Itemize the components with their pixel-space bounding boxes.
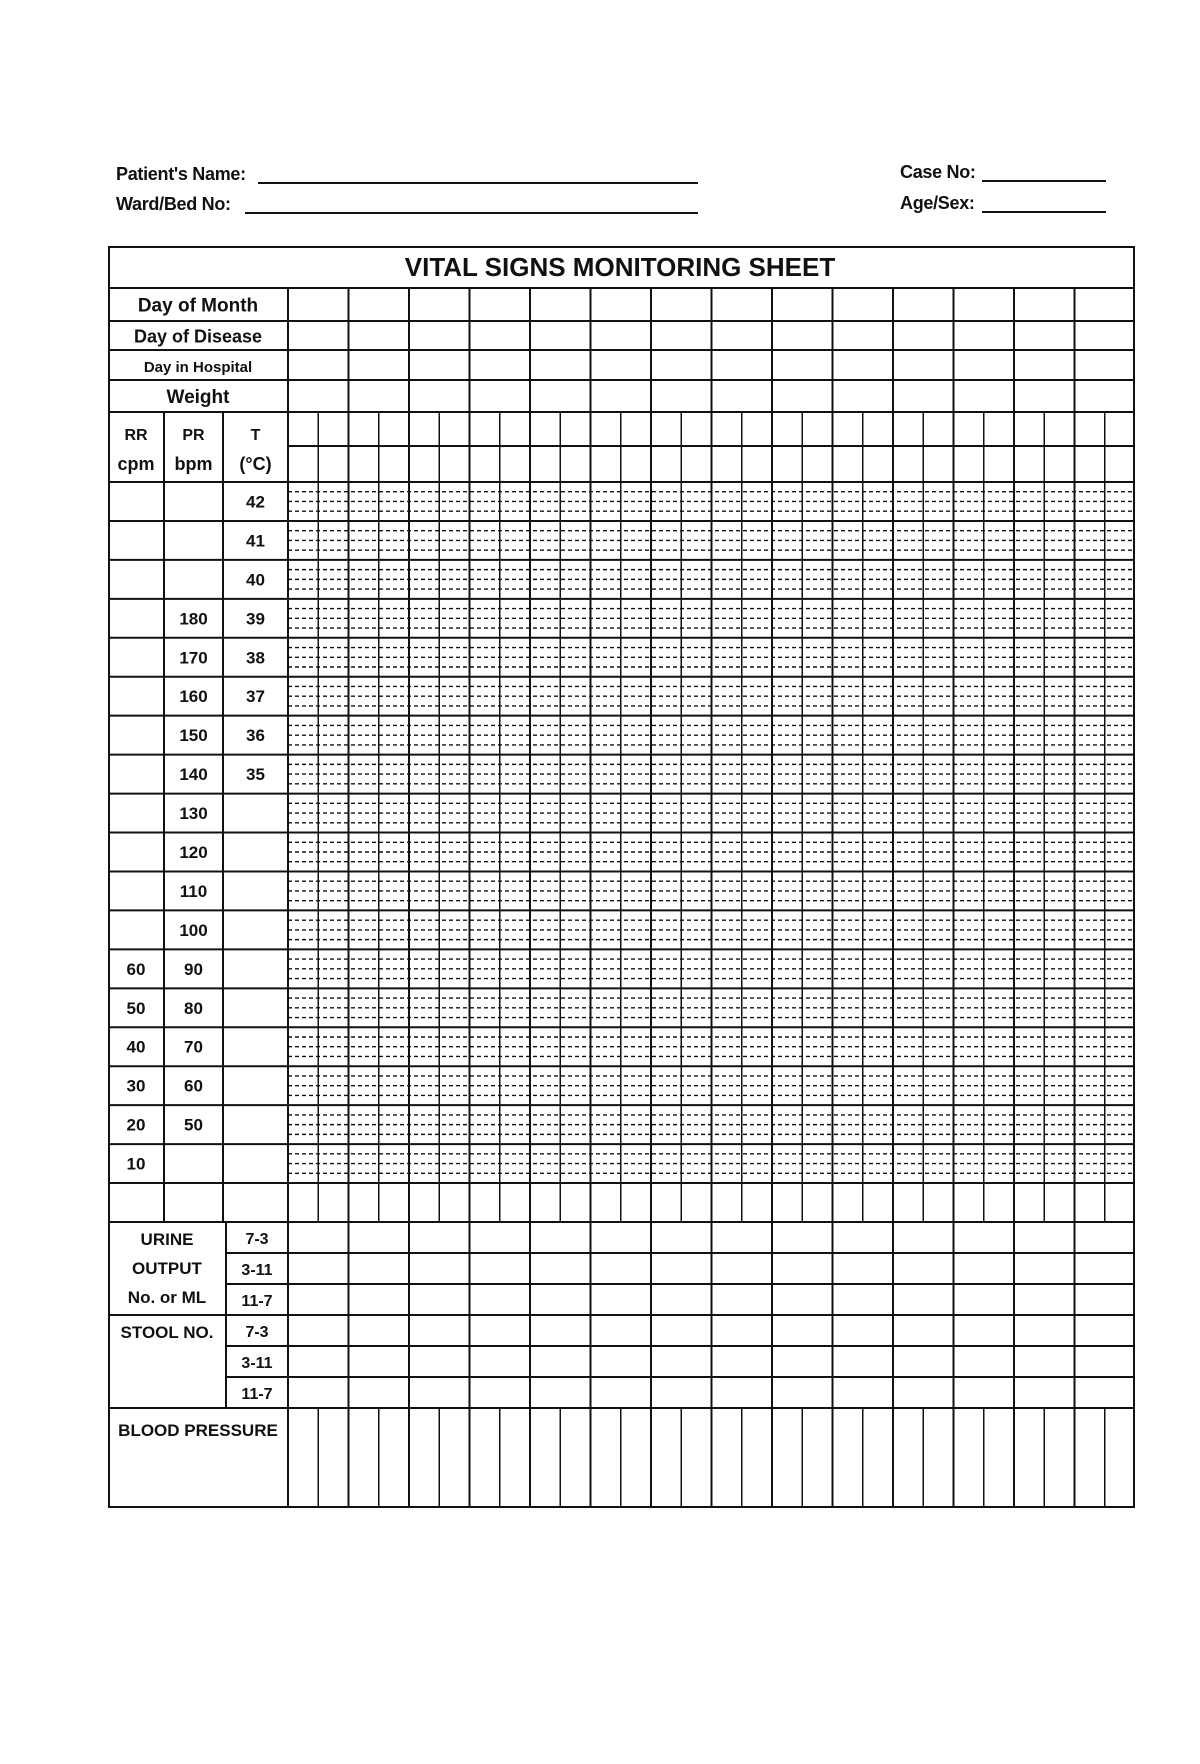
sheet-title: VITAL SIGNS MONITORING SHEET xyxy=(404,252,836,282)
rr-scale-label: 10 xyxy=(126,1154,146,1174)
vital-signs-grid xyxy=(108,246,1135,1508)
pr-scale-label: 150 xyxy=(179,726,208,746)
top-row-label: Day in Hospital xyxy=(143,359,253,376)
top-row-label: Weight xyxy=(166,387,230,408)
column-header-bottom: bpm xyxy=(174,454,213,474)
top-row-label: Day of Month xyxy=(137,295,259,317)
pr-scale-label: 170 xyxy=(179,648,208,668)
column-header-bottom: cpm xyxy=(117,454,155,474)
column-header-top: T xyxy=(250,427,261,444)
temp-scale-label: 42 xyxy=(246,492,265,512)
pr-scale-label: 100 xyxy=(179,920,208,940)
pr-scale-label: 110 xyxy=(179,881,208,901)
rr-scale-label: 50 xyxy=(126,998,146,1018)
temp-scale-label: 36 xyxy=(246,726,265,746)
rr-scale-label: 60 xyxy=(126,959,146,979)
shift-time-label: 11-7 xyxy=(241,1293,273,1310)
ward-bed-label: Ward/Bed No: xyxy=(116,194,231,214)
pr-scale-label: 90 xyxy=(184,959,203,979)
case-no-field[interactable] xyxy=(982,180,1106,182)
patient-name-field[interactable] xyxy=(258,182,698,184)
urine-output-label: OUTPUT xyxy=(132,1259,202,1278)
pr-scale-label: 50 xyxy=(184,1115,203,1135)
temp-scale-label: 37 xyxy=(246,687,265,707)
temp-scale-label: 39 xyxy=(246,609,265,629)
urine-output-label: No. or ML xyxy=(127,1288,207,1307)
pr-scale-label: 180 xyxy=(179,609,208,629)
column-header-top: PR xyxy=(182,427,205,444)
pr-scale-label: 60 xyxy=(184,1076,203,1096)
shift-time-label: 7-3 xyxy=(245,1231,269,1248)
pr-scale-label: 80 xyxy=(184,998,203,1018)
blood-pressure-label: BLOOD PRESSURE xyxy=(118,1421,278,1440)
pr-scale-label: 70 xyxy=(184,1037,203,1057)
case-no-label: Case No: xyxy=(900,162,976,182)
ward-bed-field[interactable] xyxy=(245,212,698,214)
pr-scale-label: 120 xyxy=(179,843,208,862)
column-header-bottom: (°C) xyxy=(239,454,272,474)
temp-scale-label: 35 xyxy=(246,765,265,785)
pr-scale-label: 130 xyxy=(179,804,208,824)
pr-scale-label: 160 xyxy=(179,687,208,707)
temp-scale-label: 38 xyxy=(246,648,265,668)
rr-scale-label: 40 xyxy=(126,1037,146,1057)
urine-output-label: URINE xyxy=(140,1230,194,1249)
age-sex-field[interactable] xyxy=(982,211,1106,213)
shift-time-label: 3-11 xyxy=(241,1355,273,1372)
top-row-label: Day of Disease xyxy=(133,326,263,347)
temp-scale-label: 40 xyxy=(246,570,265,590)
rr-scale-label: 30 xyxy=(126,1076,146,1096)
shift-time-label: 7-3 xyxy=(245,1324,269,1341)
column-header-top: RR xyxy=(124,427,148,444)
rr-scale-label: 20 xyxy=(126,1115,146,1135)
temp-scale-label: 41 xyxy=(246,531,265,551)
patient-name-label: Patient's Name: xyxy=(116,164,246,184)
stool-no-label: STOOL NO. xyxy=(120,1323,214,1342)
age-sex-label: Age/Sex: xyxy=(900,193,975,213)
shift-time-label: 3-11 xyxy=(241,1262,273,1279)
pr-scale-label: 140 xyxy=(179,765,208,785)
shift-time-label: 11-7 xyxy=(241,1386,273,1403)
